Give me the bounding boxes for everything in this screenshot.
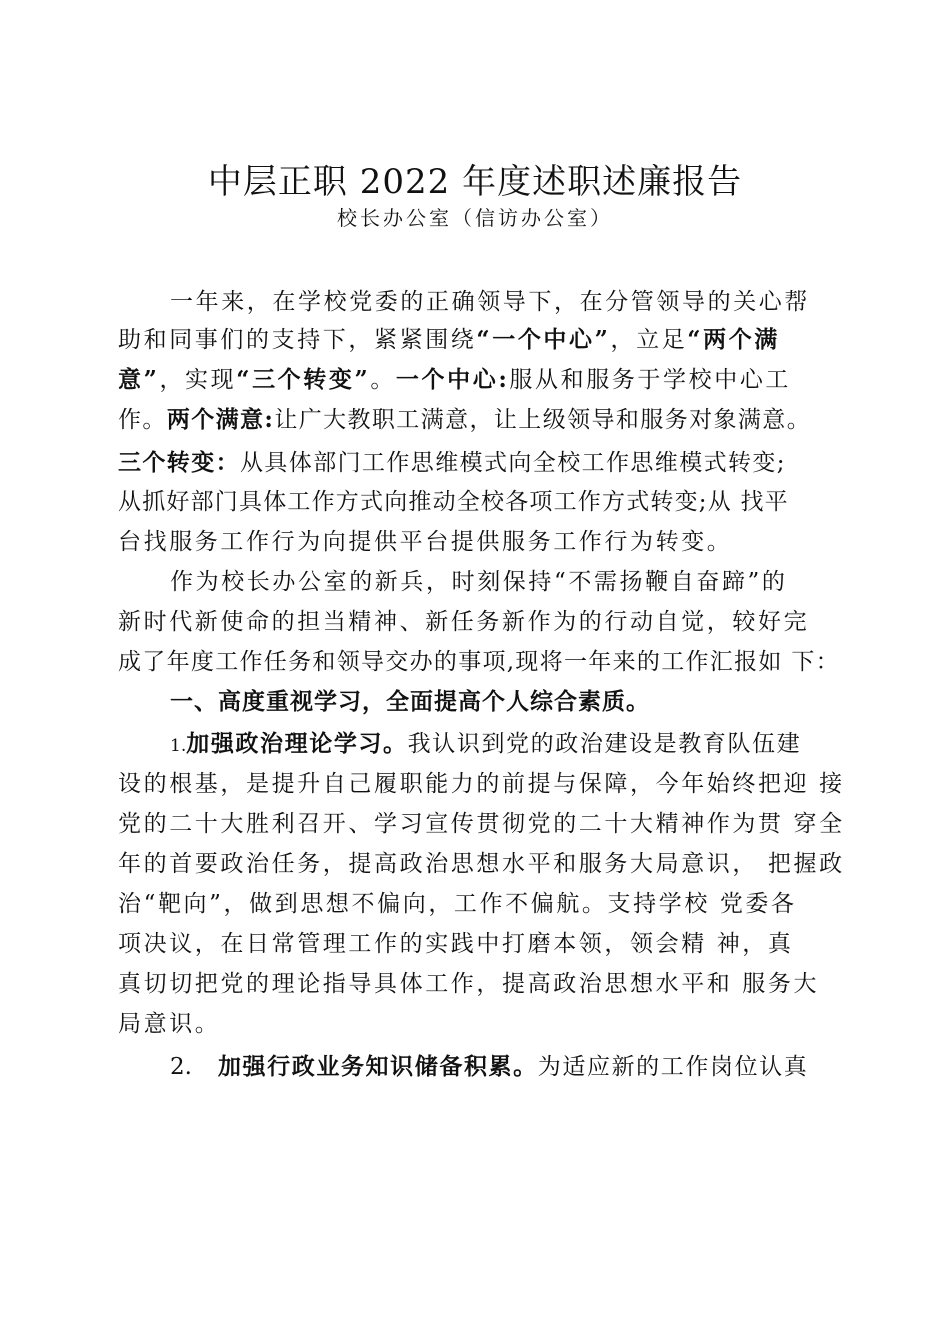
bold-term: 三个转变： xyxy=(118,449,240,476)
text-run: 作。 xyxy=(118,407,167,433)
paragraph-line: 设的根基，是提升自己履职能力的前提与保障，今年始终把迎 接 xyxy=(118,771,845,797)
item-number: 1. xyxy=(170,736,187,756)
text-run: 为适应新的工作岗位认真 xyxy=(537,1054,809,1080)
paragraph-line: 一年来，在学校党委的正确领导下，在分管领导的关心帮 xyxy=(170,289,810,315)
bold-term: 一个中心: xyxy=(395,366,510,393)
paragraph-line: 局意识。 xyxy=(118,1011,221,1037)
bold-term: 意” xyxy=(118,366,160,393)
text-run: ，实现 xyxy=(159,367,237,393)
item-number: 2. xyxy=(170,1054,192,1080)
document-title: 中层正职 2022 年度述职述廉报告 xyxy=(207,162,743,202)
paragraph-line: 项决议，在日常管理工作的实践中打磨本领，领会精 神，真 xyxy=(118,931,794,957)
section-heading: 一、高度重视学习，全面提高个人综合素质。 xyxy=(170,689,650,715)
paragraph-line: 治“靶向”，做到思想不偏向，工作不偏航。支持学校 党委各 xyxy=(118,891,797,917)
paragraph-line xyxy=(170,1052,808,1082)
bold-term: 加强行政业务知识储备积累。 xyxy=(217,1053,538,1080)
bold-term: “三个转变” xyxy=(236,366,371,393)
text-run: ，立足 xyxy=(610,327,688,353)
paragraph-line: 成了年度工作任务和领导交办的事项,现将一年来的工作汇报如 下： xyxy=(118,649,840,675)
paragraph-line xyxy=(118,405,811,435)
text-run: 服从和服务于学校中心工 xyxy=(509,367,792,393)
paragraph-line: 党的二十大胜利召开、学习宣传贯彻党的二十大精神作为贯 穿全 xyxy=(118,811,845,837)
bold-term: “两个满 xyxy=(687,326,780,353)
paragraph-line: 台找服务工作行为向提供平台提供服务工作行为转变。 xyxy=(118,529,733,555)
paragraph-line xyxy=(118,448,786,478)
paragraph-line xyxy=(118,365,791,395)
text-run: 助和同事们的支持下，紧紧围绕 xyxy=(118,327,477,353)
paragraph-line xyxy=(118,325,780,355)
paragraph-line: 新时代新使命的担当精神、新任务新作为的行动自觉，较好完 xyxy=(118,609,810,635)
paragraph-line xyxy=(170,729,801,761)
bold-term: 加强政治理论学习。 xyxy=(186,730,408,757)
paragraph-line: 年的首要政治任务，提高政治思想水平和服务大局意识， 把握政 xyxy=(118,851,845,877)
document-subtitle: 校长办公室（信访办公室） xyxy=(337,206,613,230)
paragraph-line: 从抓好部门具体工作方式向推动全校各项工作方式转变;从 找平 xyxy=(118,489,789,515)
text-run: 从具体部门工作思维模式向全校工作思维模式转变; xyxy=(240,450,786,476)
bold-term: 两个满意: xyxy=(166,406,275,433)
text-run: 让广大教职工满意，让上级领导和服务对象满意。 xyxy=(274,407,812,433)
bold-term: “一个中心” xyxy=(476,326,611,353)
paragraph-line: 真切切把党的理论指导具体工作，提高政治思想水平和 服务大 xyxy=(118,971,820,997)
text-run: 。 xyxy=(370,367,396,393)
text-run: 我认识到党的政治建设是教育队伍建 xyxy=(407,731,802,757)
paragraph-line: 作为校长办公室的新兵，时刻保持“不需扬鞭自奋蹄”的 xyxy=(170,569,788,595)
